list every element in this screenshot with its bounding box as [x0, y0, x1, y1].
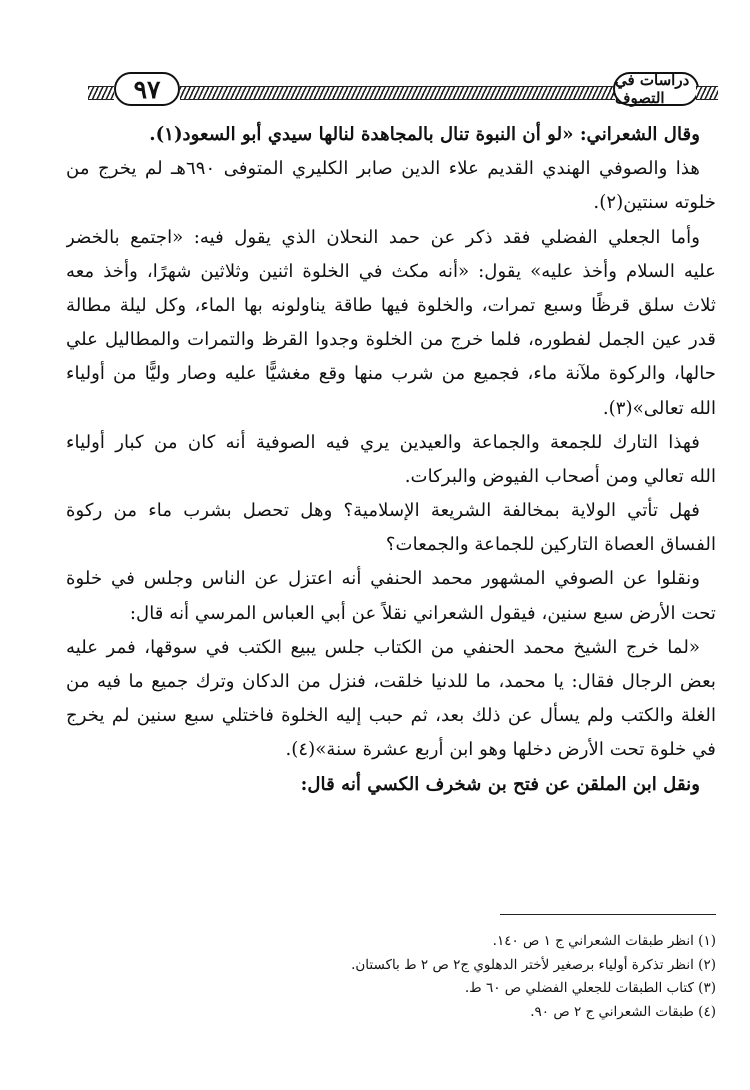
text-line: فهذا التارك للجمعة والجماعة والعيدين يري فيه الصوفية أنه كان من كبار أولياء: [66, 431, 700, 453]
text-line: فهل تأتي الولاية بمخالفة الشريعة الإسلامية؟ وهل تحصل بشرب ماء من ركوة: [66, 500, 700, 522]
text-line: الغلة والكتب ولم يسأل عن ذلك بعد، ثم حبب إليه الخلوة فاختلي سبع سنين لم يخرج: [66, 705, 716, 727]
page-number: ٩٧: [114, 72, 180, 106]
text-line: ثلاث سلق قرظًا وسبع تمرات، والخلوة فيها طاقة يناولونه بها الماء، وكل ليلة مطالة: [66, 294, 716, 316]
text-line: وأما الجعلي الفضلي فقد ذكر عن حمد النحلان الذي يقول فيه: «اجتمع بالخضر: [66, 226, 700, 248]
text-line: الله تعالي ومن أصحاب الفيوض والبركات.: [404, 465, 716, 487]
running-title: دراسات في التصوف: [613, 72, 699, 106]
text-line: عليه السلام وأخذ عليه» يقول: «أنه مكث في الخلوة اثنين وثلاثين شهرًا، وأخذ معه: [66, 260, 716, 282]
text-line: الله تعالى»(٣).: [602, 397, 716, 419]
header-ornament-right: [696, 86, 718, 100]
running-header: [88, 66, 718, 106]
text-line: وقال الشعراني: «لو أن النبوة تنال بالمجاهدة لنالها سيدي أبو السعود(١).: [149, 124, 700, 145]
text-line: قدر عين الجمل لفطوره، فلما خرج من الخلوة وجدوا القرظ والتمرات والمطاليل علي: [66, 329, 716, 351]
footnotes: [200, 930, 716, 1024]
text-line: في خلوة تحت الأرض دخلها وهو ابن أربع عشرة سنة»(٤).: [285, 739, 716, 761]
text-line: هذا والصوفي الهندي القديم علاء الدين صابر الكليري المتوفى ٦٩٠هـ لم يخرج من: [66, 158, 700, 180]
text-line: بعض الرجال فقال: يا محمد، ما للدنيا خلقت، فنزل من الدكان وترك جميع ما فيه من: [66, 671, 716, 692]
text-line: خلوته سنتين(٢).: [593, 192, 716, 214]
footnote-separator: [500, 914, 716, 915]
text-line: الفساق العصاة التاركين للجماعة والجمعات؟: [385, 534, 716, 556]
text-line: حالها، والركوة ملآنة ماء، فجميع من شرب منها وقع مغشيًّا عليه وصار وليًّا من أولياء: [66, 363, 716, 385]
main-text: [66, 118, 716, 802]
text-line: تحت الأرض سبع سنين، فيقول الشعراني نقلاً عن أبي العباس المرسي أنه قال:: [129, 602, 716, 624]
header-ornament-left: [88, 86, 114, 100]
text-line: «لما خرج الشيخ محمد الحنفي من الكتاب جلس يبيع الكتب في سوقها، فمر عليه: [66, 636, 700, 658]
text-line: ونقلوا عن الصوفي المشهور محمد الحنفي أنه اعتزل عن الناس وجلس في خلوة: [66, 568, 700, 590]
footnote: (٣) كتاب الطبقات للجعلي الفضلي ص ٦٠ ط.: [464, 980, 716, 996]
header-ornament-middle: [180, 86, 615, 100]
text-line: ونقل ابن الملقن عن فتح بن شخرف الكسي أنه قال:: [300, 773, 700, 795]
footnote: (٢) انظر تذكرة أولياء برصغير لأختر الدهلوي ج٢ ص ٢ ط باكستان.: [351, 956, 716, 973]
footnote: (١) انظر طبقات الشعراني ج ١ ص ١٤٠.: [492, 933, 716, 949]
footnote: (٤) طبقات الشعراني ج ٢ ص ٩٠.: [530, 1003, 716, 1020]
